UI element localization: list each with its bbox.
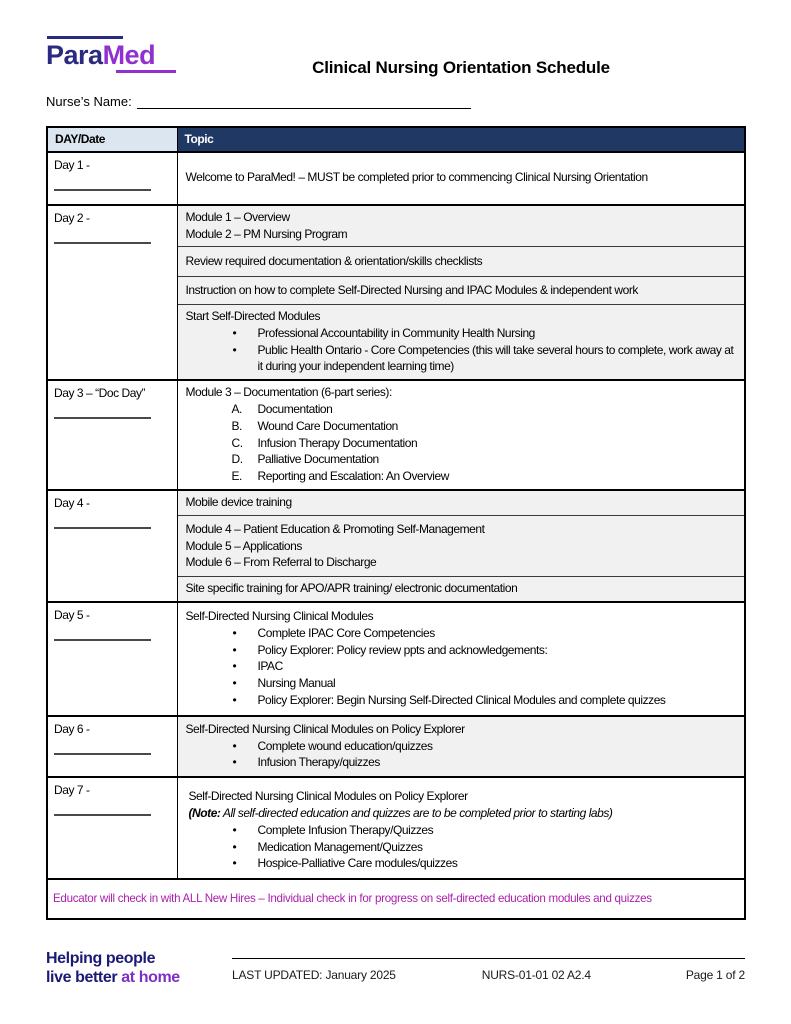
- paramed-logo: [46, 36, 177, 78]
- day3-cell: [47, 380, 177, 490]
- list-letter: B.: [231, 418, 242, 433]
- day3-topic-cell: [177, 380, 745, 490]
- table-row: [47, 602, 745, 716]
- bullet-item: • Complete Infusion Therapy/Quizzes: [186, 822, 737, 839]
- topic-line: Module 3 – Documentation (6-part series):: [185, 385, 392, 400]
- column-header-day-date: DAY/Date: [47, 127, 177, 152]
- day-label: Day 4 -: [54, 495, 90, 510]
- day7-topic-cell: [177, 777, 745, 879]
- bullet-item: • Medication Management/Quizzes: [186, 839, 737, 856]
- day-label: Day 5 -: [54, 607, 90, 622]
- logo-wordmark: [46, 41, 177, 69]
- footer-page-number: Page 1 of 2: [685, 968, 745, 983]
- topic-line: Instruction on how to complete Self-Directed Nursing and IPAC Modules & independent work: [185, 283, 638, 298]
- footer-last-updated: LAST UPDATED: January 2025: [232, 968, 396, 983]
- date-blank-line: [54, 814, 151, 816]
- footer-doc-code: NURS-01-01 02 A2.4: [481, 968, 591, 983]
- list-text: Wound Care Documentation: [257, 418, 398, 433]
- lettered-item: [186, 401, 737, 418]
- table-header-row: [47, 127, 745, 152]
- list-text: Palliative Documentation: [257, 452, 379, 467]
- note-prefix: (Note:: [188, 805, 221, 820]
- day-label: Day 6 -: [54, 721, 90, 736]
- topic-line: Module 2 – PM Nursing Program: [185, 226, 348, 241]
- tagline-line2-navy: live better: [46, 969, 122, 987]
- lettered-item: [186, 435, 737, 452]
- bullet-item: • Policy Explorer: Policy review ppts and acknowledgements:: [186, 642, 737, 659]
- tagline-line1: Helping people: [46, 950, 156, 968]
- educator-check-in-note: Educator will check in with ALL New Hires – Individual check in for progress on self-directed education modules and quizzes: [47, 879, 745, 919]
- logo-text-med: Med: [102, 40, 156, 70]
- list-letter: E.: [231, 469, 242, 484]
- table-row: [47, 380, 745, 490]
- day-label: Day 1 -: [54, 157, 90, 172]
- document-header: [0, 0, 791, 78]
- document-footer: [46, 950, 745, 988]
- note-text: All self-directed education and quizzes are to be completed prior to starting labs): [220, 805, 613, 820]
- topic-line: Module 1 – Overview: [185, 209, 290, 224]
- lettered-item: [186, 468, 737, 485]
- day1-cell: [47, 152, 177, 205]
- topic-line: Self-Directed Nursing Clinical Modules on Policy Explorer: [188, 789, 468, 804]
- bullet-item: • Complete IPAC Core Competencies: [186, 625, 737, 642]
- footer-tagline: [46, 950, 232, 988]
- tagline-line2-purple: at home: [121, 969, 180, 987]
- day-label: Day 2 -: [54, 210, 90, 225]
- topic-line: Self-Directed Nursing Clinical Modules on Policy Explorer: [185, 721, 465, 736]
- topic-line: Module 6 – From Referral to Discharge: [185, 555, 377, 570]
- table-row: [47, 205, 745, 247]
- nurse-name-label: Nurse’s Name:: [46, 94, 132, 109]
- day1-topic-cell: [177, 152, 745, 205]
- date-blank-line: [54, 189, 151, 191]
- day6-cell: [47, 716, 177, 777]
- topic-line: Welcome to ParaMed! – MUST be completed prior to commencing Clinical Nursing Orientation: [185, 170, 648, 185]
- day4-cell: [47, 490, 177, 602]
- day5-topic-cell: [177, 602, 745, 716]
- lettered-item: [186, 418, 737, 435]
- nurse-name-blank-line: [137, 94, 471, 109]
- list-text: Reporting and Escalation: An Overview: [257, 469, 449, 484]
- logo-top-rule: [47, 36, 123, 39]
- date-blank-line: [54, 527, 151, 529]
- list-letter: C.: [231, 435, 243, 450]
- logo-bottom-rule: [116, 70, 176, 73]
- date-blank-line: [54, 417, 151, 419]
- topic-line: Review required documentation & orientation/skills checklists: [185, 254, 483, 269]
- list-text: Infusion Therapy Documentation: [257, 435, 418, 450]
- orientation-schedule-table: [46, 126, 746, 920]
- topic-line: Self-Directed Nursing Clinical Modules: [185, 608, 374, 623]
- logo-text-para: Para: [46, 40, 103, 70]
- table-row: [47, 879, 745, 919]
- list-text: Documentation: [257, 401, 333, 416]
- table-row: [47, 777, 745, 879]
- day2-topic-cell-4: [177, 304, 745, 380]
- note-line: [186, 805, 737, 822]
- bullet-item: • Professional Accountability in Community Health Nursing: [186, 325, 737, 342]
- date-blank-line: [54, 753, 151, 755]
- bullet-item: • Hospice-Palliative Care modules/quizzes: [186, 855, 737, 872]
- tagline-line2: [46, 969, 232, 988]
- topic-line: Module 4 – Patient Education & Promoting Self-Management: [185, 521, 485, 536]
- date-blank-line: [54, 639, 151, 641]
- table-row: [47, 490, 745, 515]
- page-title: Clinical Nursing Orientation Schedule: [312, 58, 610, 77]
- bullet-item: • Public Health Ontario - Core Competencies (this will take several hours to complete, work away at it during your independent learning time): [186, 342, 737, 376]
- topic-line: Start Self-Directed Modules: [185, 308, 321, 323]
- day6-topic-cell: [177, 716, 745, 777]
- day7-cell: [47, 777, 177, 879]
- bullet-item: • Infusion Therapy/quizzes: [186, 754, 737, 771]
- table-row: [47, 716, 745, 777]
- date-blank-line: [54, 242, 151, 244]
- day2-topic-cell-2: [177, 247, 745, 277]
- bullet-item: • Nursing Manual: [186, 675, 737, 692]
- day4-topic-cell-1: [177, 490, 745, 515]
- day4-topic-cell-2: [177, 515, 745, 576]
- day2-cell: [47, 205, 177, 380]
- footer-info-bar: [232, 958, 745, 982]
- nurse-name-row: [46, 94, 745, 109]
- day-label: Day 3 – “Doc Day”: [54, 386, 146, 401]
- day-label: Day 7 -: [54, 783, 90, 798]
- column-header-topic: Topic: [177, 127, 745, 152]
- table-row: [47, 152, 745, 205]
- day2-topic-cell-1: [177, 205, 745, 247]
- topic-line: Module 5 – Applications: [185, 538, 302, 553]
- day5-cell: [47, 602, 177, 716]
- lettered-item: [186, 451, 737, 468]
- topic-line: Mobile device training: [185, 494, 292, 509]
- bullet-item: • Complete wound education/quizzes: [186, 738, 737, 755]
- topic-line: Site specific training for APO/APR training/ electronic documentation: [185, 581, 518, 596]
- bullet-item: • IPAC: [186, 658, 737, 675]
- bullet-item: • Policy Explorer: Begin Nursing Self-Directed Clinical Modules and complete quizzes: [186, 692, 737, 709]
- day2-topic-cell-3: [177, 277, 745, 305]
- day4-topic-cell-3: [177, 577, 745, 602]
- list-letter: A.: [231, 401, 242, 416]
- list-letter: D.: [231, 452, 243, 467]
